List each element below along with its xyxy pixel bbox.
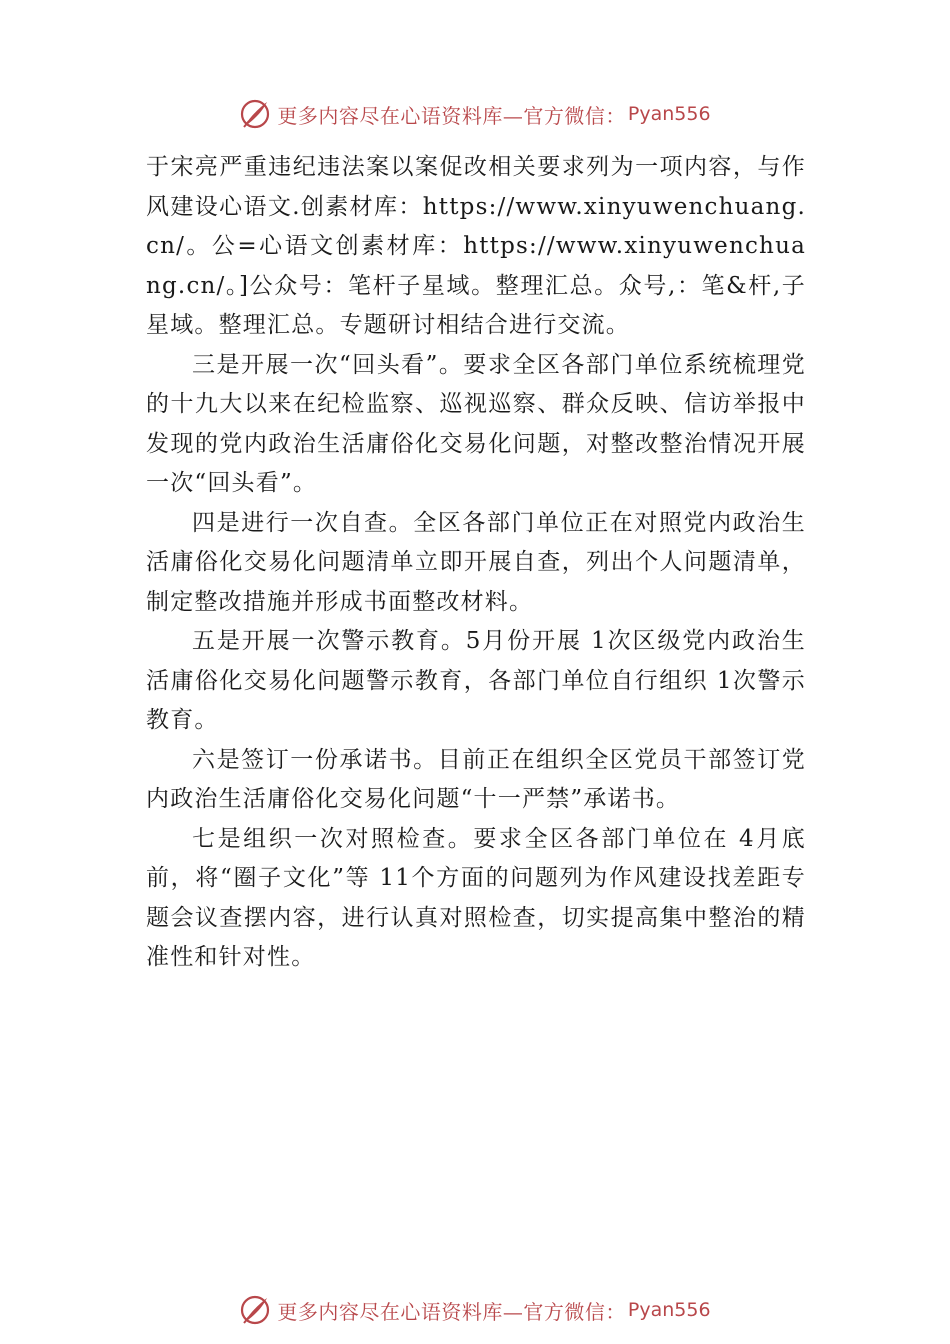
document-body xyxy=(146,148,806,978)
paragraph-continuation: 于宋亮严重违纪违法案以案促改相关要求列为一项内容，与作风建设心语文.创素材库：https://www.xinyuwenchuang.cn/。公=心语文创素材库：https://www.xinyuwenchuang.cn/。]公众号：笔杆子星域。整理汇总。众号,：笔&杆,子星域。整理汇总。专题研讨相结合进行交流。 xyxy=(146,154,806,338)
header-banner xyxy=(0,94,950,134)
footer-banner xyxy=(0,1290,950,1330)
quill-logo-icon xyxy=(239,98,271,130)
footer-banner-contact: Pyan556 xyxy=(627,1299,711,1321)
paragraph-commitment: 六是签订一份承诺书。目前正在组织全区党员干部签订党内政治生活庸俗化交易化问题“十一严禁”承诺书。 xyxy=(146,746,806,812)
paragraph-warning-education: 五是开展一次警示教育。5月份开展 1次区级党内政治生活庸俗化交易化问题警示教育，各部门单位自行组织 1次警示教育。 xyxy=(146,628,806,733)
paragraph-inspection: 七是组织一次对照检查。要求全区各部门单位在 4月底前，将“圈子文化”等 11个方面的问题列为作风建设找差距专题会议查摆内容，进行认真对照检查，切实提高集中整治的精准性和针对性。 xyxy=(146,825,806,970)
quill-logo-icon xyxy=(239,1294,271,1326)
header-banner-text: 更多内容尽在心语资料库—官方微信： xyxy=(277,103,626,128)
header-banner-contact: Pyan556 xyxy=(627,103,711,125)
paragraph-self-check: 四是进行一次自查。全区各部门单位正在对照党内政治生活庸俗化交易化问题清单立即开展自查，列出个人问题清单，制定整改措施并形成书面整改材料。 xyxy=(146,509,806,615)
paragraph-review: 三是开展一次“回头看”。要求全区各部门单位系统梳理党的十九大以来在纪检监察、巡视巡察、群众反映、信访举报中发现的党内政治生活庸俗化交易化问题，对整改整治情况开展一次“回头看”。 xyxy=(146,351,806,496)
footer-banner-text: 更多内容尽在心语资料库—官方微信： xyxy=(277,1299,626,1324)
